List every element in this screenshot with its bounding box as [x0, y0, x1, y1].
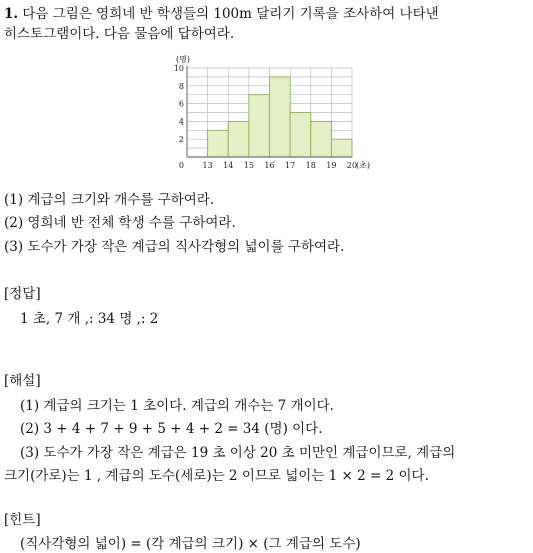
- histogram-bar: [290, 113, 311, 158]
- y-tick-label: 4: [178, 117, 184, 127]
- y-tick-label: 6: [178, 99, 184, 109]
- x-tick-label: 14: [223, 161, 234, 170]
- histogram-bar: [208, 130, 229, 157]
- x-tick-label: 20: [346, 161, 358, 170]
- question-3: (3) 도수가 가장 작은 계급의 직사각형의 넓이를 구하여라.: [4, 239, 345, 255]
- histogram-bar: [249, 95, 270, 157]
- y-axis-label: (명): [176, 55, 190, 64]
- y-tick-label: 2: [178, 135, 184, 145]
- problem-line-2: 히스토그램이다. 다음 물음에 답하여라.: [4, 26, 235, 42]
- explanation-line-3: (3) 도수가 가장 작은 계급은 19 초 이상 20 초 미만인 계급이므로, 계급의: [20, 445, 456, 461]
- hint-heading: [힌트]: [4, 512, 41, 528]
- x-tick-label: 15: [243, 161, 254, 170]
- y-tick-label: 8: [178, 81, 184, 91]
- x-tick-label: 19: [326, 161, 337, 170]
- histogram-bar: [228, 121, 249, 157]
- x-axis-label: (초): [356, 161, 370, 170]
- explanation-heading: [해설]: [4, 373, 41, 389]
- hint-text: (직사각형의 넓이) = (각 계급의 크기) × (그 계급의 도수): [20, 536, 361, 552]
- question-1: (1) 계급의 크기와 개수를 구하여라.: [4, 192, 215, 208]
- x-tick-label: 13: [202, 161, 213, 170]
- problem-text-1: 다음 그림은 영희네 반 학생들의 100m 달리기 기록을 조사하여 나타낸: [22, 6, 439, 22]
- x-tick-label: 16: [264, 161, 275, 170]
- x-tick-label: 18: [305, 161, 316, 170]
- histogram-plot: [174, 54, 370, 170]
- histogram-bar: [270, 77, 291, 157]
- histogram-bar: [311, 121, 332, 157]
- question-2: (2) 영희네 반 전체 학생 수를 구하여라.: [4, 215, 236, 231]
- answer-heading: [정답]: [4, 286, 41, 302]
- explanation-line-4: 크기(가로)는 1 , 계급의 도수(세로)는 2 이므로 넓이는 1 × 2 = 2 이다.: [4, 468, 429, 484]
- answer-text: 1 초, 7 개 ,: 34 명 ,: 2: [20, 311, 159, 327]
- histogram-bar: [331, 139, 352, 157]
- x-tick-label: 17: [285, 161, 296, 170]
- y-tick-label: 10: [173, 64, 184, 73]
- problem-line-1: [4, 5, 439, 23]
- explanation-line-1: (1) 계급의 크기는 1 초이다. 계급의 개수는 7 개이다.: [20, 398, 334, 414]
- explanation-line-2: (2) 3 + 4 + 7 + 9 + 5 + 4 + 2 = 34 (명) 이다.: [20, 421, 323, 437]
- problem-number: 1.: [4, 6, 19, 22]
- origin-label: 0: [178, 161, 184, 170]
